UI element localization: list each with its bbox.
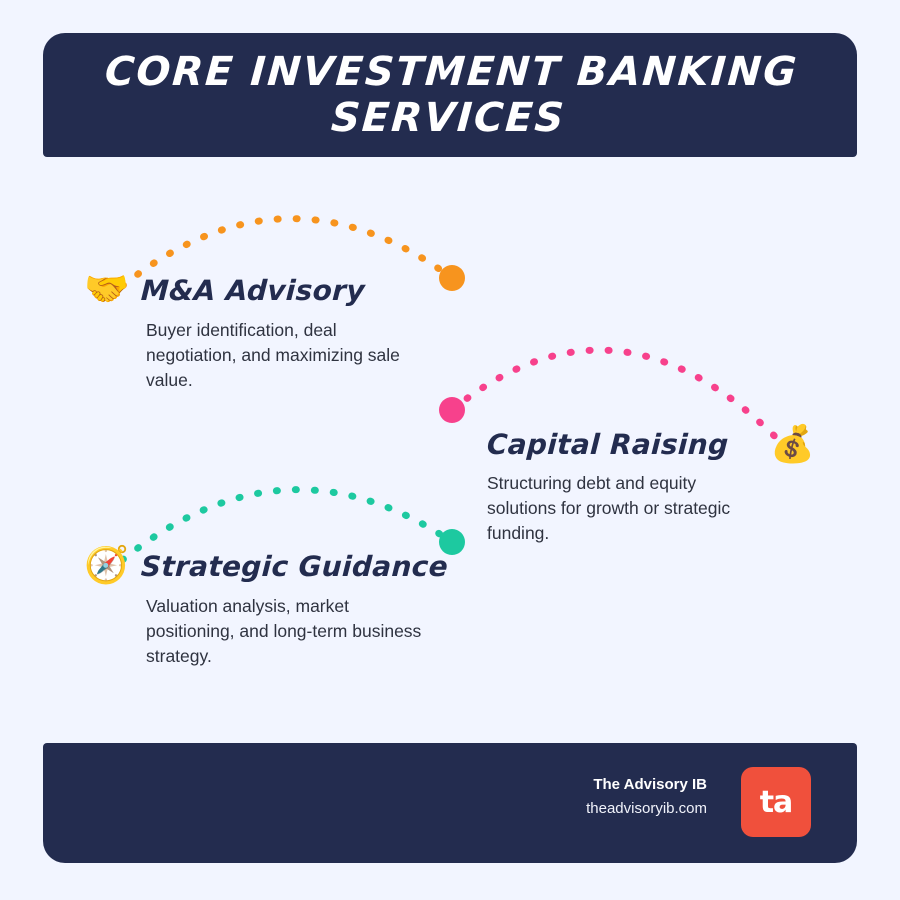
node-dot-capital (439, 397, 465, 423)
service-item-ma (84, 269, 426, 393)
compass-icon: 🧭 (84, 545, 129, 586)
footer-brand: The Advisory IB (593, 776, 707, 793)
service-title-ma: M&A Advisory (139, 273, 366, 307)
footer-url[interactable]: theadvisoryib.com (586, 800, 707, 817)
service-description-ma: Buyer identification, deal negotiation, and maximizing sale value. (146, 320, 400, 390)
service-title-strategic: Strategic Guidance (139, 549, 449, 583)
service-item-strategic (84, 545, 449, 669)
service-item-capital (486, 424, 815, 546)
header-bar (43, 33, 857, 157)
page-title: CORE INVESTMENT BANKING SERVICES (103, 49, 800, 141)
service-description-capital: Structuring debt and equity solutions for growth or strategic funding. (487, 473, 731, 543)
footer-bar (43, 743, 857, 863)
service-header (486, 424, 815, 465)
brand-logo-text: ta (759, 784, 793, 820)
service-title-capital: Capital Raising (486, 428, 730, 461)
service-header (84, 545, 449, 586)
money-bag-icon: 💰 (770, 424, 815, 465)
brand-logo[interactable] (741, 767, 811, 837)
footer-text-block (586, 773, 707, 821)
service-header (84, 269, 426, 310)
node-dot-ma (439, 265, 465, 291)
handshake-icon: 🤝 (84, 269, 129, 310)
service-description-strategic: Valuation analysis, market positioning, and long-term business strategy. (146, 596, 422, 666)
